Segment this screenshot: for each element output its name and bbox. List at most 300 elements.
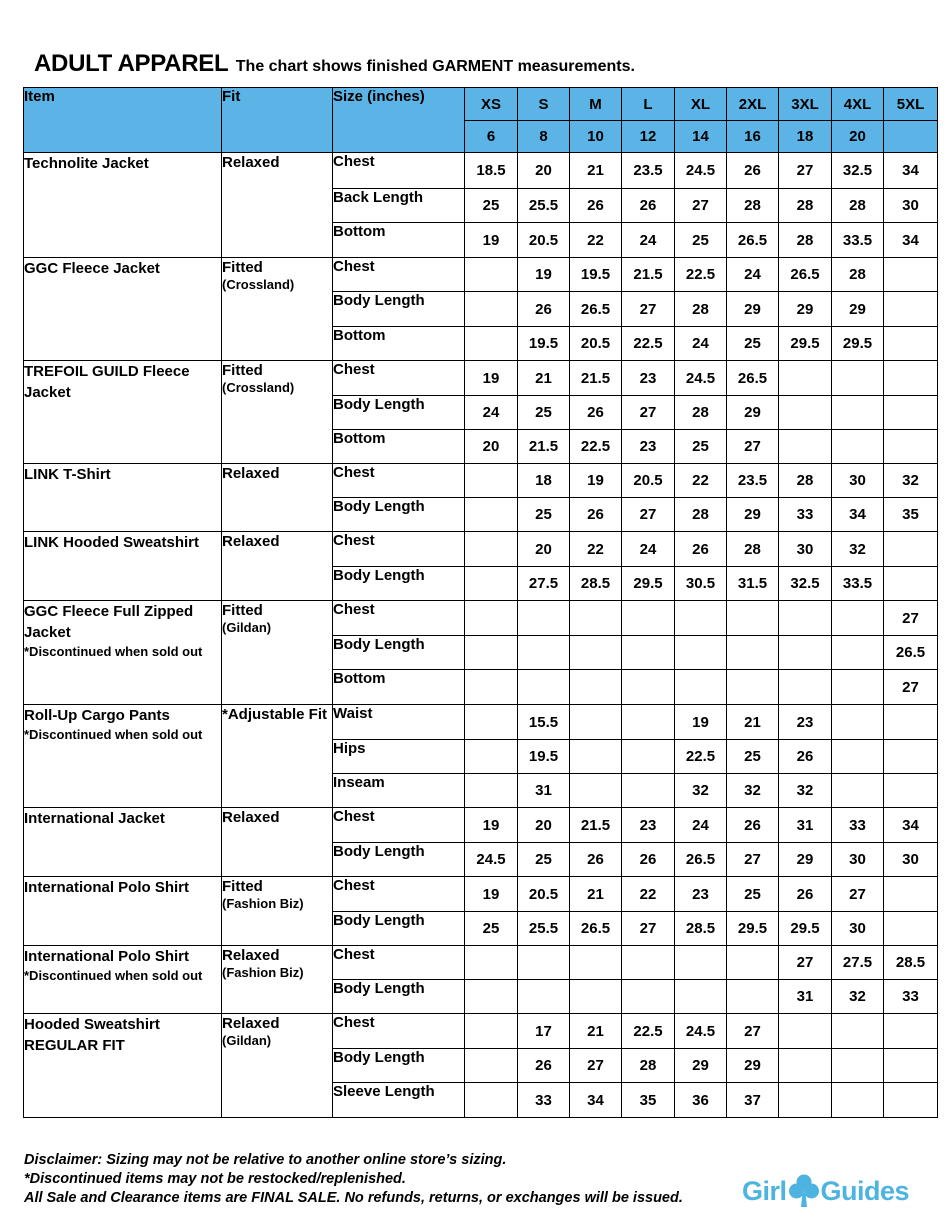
measurement-value: 25	[465, 189, 518, 223]
measurement-value: 23	[675, 877, 727, 912]
measurement-value: 33	[832, 808, 884, 843]
measurement-label: Hips	[333, 740, 465, 774]
measurement-value: 25	[727, 327, 779, 361]
measurement-value	[884, 1083, 938, 1118]
measurement-value: 26	[675, 532, 727, 567]
measurement-value: 26	[570, 396, 622, 430]
numeric-size-header: 18	[779, 121, 832, 153]
numeric-size-header: 20	[832, 121, 884, 153]
item-cell	[24, 258, 222, 361]
measurement-value: 22	[570, 223, 622, 258]
measurement-value: 25	[727, 740, 779, 774]
measurement-label: Sleeve Length	[333, 1083, 465, 1118]
item-name: LINK T-Shirt	[24, 466, 111, 483]
measurement-value	[622, 670, 675, 705]
size-header-l: L	[622, 88, 675, 121]
fit-type: Relaxed	[222, 465, 280, 482]
measurement-value: 24	[622, 223, 675, 258]
measurement-value: 28	[779, 223, 832, 258]
measurement-value	[465, 498, 518, 532]
measurement-value: 26.5	[779, 258, 832, 292]
measurement-label: Body Length	[333, 980, 465, 1014]
page-title	[34, 50, 635, 78]
measurement-value: 28	[779, 189, 832, 223]
measurement-value: 32.5	[832, 153, 884, 189]
measurement-value	[675, 601, 727, 636]
measurement-value	[518, 946, 570, 980]
measurement-value: 20	[518, 532, 570, 567]
measurement-value: 27	[675, 189, 727, 223]
fit-brand: (Gildan)	[222, 1033, 272, 1048]
item-cell	[24, 601, 222, 705]
measurement-value	[570, 740, 622, 774]
measurement-value: 21.5	[570, 808, 622, 843]
measurement-value	[779, 1083, 832, 1118]
measurement-value	[884, 292, 938, 327]
fit-type: Fitted	[222, 602, 263, 619]
numeric-size-header	[884, 121, 938, 153]
measurement-value: 34	[832, 498, 884, 532]
measurement-value: 26	[518, 292, 570, 327]
table-row	[24, 601, 938, 636]
measurement-value	[727, 980, 779, 1014]
disclaimer-block	[24, 1151, 683, 1208]
measurement-value	[465, 567, 518, 601]
measurement-value	[465, 740, 518, 774]
measurement-value	[779, 361, 832, 396]
fit-brand: (Crossland)	[222, 277, 295, 292]
measurement-value	[465, 532, 518, 567]
column-header-fit: Fit	[222, 88, 333, 153]
fit-type: Relaxed	[222, 809, 280, 826]
item-cell	[24, 877, 222, 946]
fit-cell	[222, 153, 333, 258]
measurement-value: 20.5	[518, 223, 570, 258]
fit-cell	[222, 877, 333, 946]
measurement-value: 31	[779, 808, 832, 843]
measurement-value	[622, 740, 675, 774]
measurement-value: 22	[675, 464, 727, 498]
measurement-value: 19	[675, 705, 727, 740]
measurement-label: Chest	[333, 532, 465, 567]
measurement-value: 20	[465, 430, 518, 464]
measurement-value: 26.5	[570, 292, 622, 327]
item-name: International Polo Shirt	[24, 879, 190, 896]
item-name: International Polo Shirt	[24, 948, 190, 965]
measurement-value: 17	[518, 1014, 570, 1049]
measurement-value: 27.5	[518, 567, 570, 601]
measurement-value: 23	[622, 808, 675, 843]
measurement-label: Inseam	[333, 774, 465, 808]
item-note: *Discontinued when sold out	[24, 727, 203, 742]
measurement-value: 23	[622, 430, 675, 464]
measurement-value: 27	[727, 843, 779, 877]
measurement-value	[465, 774, 518, 808]
measurement-value: 25.5	[518, 189, 570, 223]
measurement-value: 26	[779, 877, 832, 912]
measurement-value: 27	[622, 292, 675, 327]
fit-cell	[222, 361, 333, 464]
measurement-value: 26	[727, 808, 779, 843]
measurement-value	[884, 912, 938, 946]
fit-brand: (Fashion Biz)	[222, 965, 304, 980]
measurement-value: 19	[465, 361, 518, 396]
measurement-value: 27	[884, 601, 938, 636]
table-row	[24, 464, 938, 498]
table-row	[24, 808, 938, 843]
size-header-5xl: 5XL	[884, 88, 938, 121]
measurement-value	[570, 670, 622, 705]
measurement-value	[832, 740, 884, 774]
measurement-value: 27	[727, 430, 779, 464]
measurement-value: 29.5	[727, 912, 779, 946]
measurement-value: 34	[570, 1083, 622, 1118]
column-header-size: Size (inches)	[333, 88, 465, 153]
measurement-value: 34	[884, 153, 938, 189]
measurement-label: Bottom	[333, 223, 465, 258]
measurement-value	[779, 396, 832, 430]
item-name: Roll-Up Cargo Pants	[24, 707, 170, 724]
measurement-value: 25	[465, 912, 518, 946]
measurement-value	[675, 670, 727, 705]
measurement-value: 32	[675, 774, 727, 808]
column-header-item: Item	[24, 88, 222, 153]
measurement-value: 27	[832, 877, 884, 912]
measurement-value: 19	[465, 808, 518, 843]
measurement-value: 27	[727, 1014, 779, 1049]
measurement-value: 29	[727, 498, 779, 532]
measurement-value: 22.5	[622, 1014, 675, 1049]
measurement-value	[465, 464, 518, 498]
measurement-value	[832, 361, 884, 396]
measurement-value: 27	[570, 1049, 622, 1083]
measurement-value: 20.5	[518, 877, 570, 912]
measurement-value: 20.5	[622, 464, 675, 498]
size-header-2xl: 2XL	[727, 88, 779, 121]
measurement-value: 25	[518, 396, 570, 430]
measurement-value: 24.5	[465, 843, 518, 877]
measurement-value	[832, 670, 884, 705]
measurement-value	[779, 636, 832, 670]
measurement-value	[832, 1014, 884, 1049]
measurement-value	[518, 636, 570, 670]
fit-brand: (Crossland)	[222, 380, 295, 395]
measurement-value	[884, 1014, 938, 1049]
measurement-value: 26	[779, 740, 832, 774]
table-row	[24, 705, 938, 740]
table-row	[24, 361, 938, 396]
measurement-value: 28	[727, 532, 779, 567]
measurement-value: 30	[832, 843, 884, 877]
measurement-value: 26.5	[675, 843, 727, 877]
measurement-value	[518, 980, 570, 1014]
measurement-value: 35	[622, 1083, 675, 1118]
measurement-value	[465, 636, 518, 670]
measurement-value: 27	[779, 153, 832, 189]
measurement-label: Bottom	[333, 430, 465, 464]
measurement-value	[832, 396, 884, 430]
numeric-size-header: 10	[570, 121, 622, 153]
table-row	[24, 153, 938, 189]
measurement-value: 33.5	[832, 223, 884, 258]
measurement-value: 28	[779, 464, 832, 498]
fit-type: Relaxed	[222, 947, 280, 964]
measurement-value: 22	[570, 532, 622, 567]
measurement-value	[465, 1083, 518, 1118]
measurement-value: 32	[832, 532, 884, 567]
measurement-value: 28	[832, 258, 884, 292]
measurement-value	[832, 636, 884, 670]
measurement-value: 24.5	[675, 361, 727, 396]
measurement-value	[884, 774, 938, 808]
measurement-value	[832, 705, 884, 740]
measurement-value: 30	[884, 843, 938, 877]
measurement-value: 25.5	[518, 912, 570, 946]
measurement-value: 37	[727, 1083, 779, 1118]
measurement-value	[465, 1014, 518, 1049]
measurement-value: 22.5	[622, 327, 675, 361]
measurement-value: 26.5	[884, 636, 938, 670]
measurement-value: 21	[727, 705, 779, 740]
logo-word-girl: Girl	[742, 1175, 787, 1206]
measurement-value: 24	[675, 808, 727, 843]
girl-guides-logo	[742, 1173, 909, 1213]
measurement-value: 32	[884, 464, 938, 498]
measurement-value	[727, 946, 779, 980]
size-header-xs: XS	[465, 88, 518, 121]
measurement-value	[884, 567, 938, 601]
measurement-value	[832, 430, 884, 464]
measurement-value: 21	[518, 361, 570, 396]
measurement-value: 32	[832, 980, 884, 1014]
measurement-value	[570, 636, 622, 670]
fit-brand: (Gildan)	[222, 620, 272, 635]
measurement-value	[832, 1049, 884, 1083]
measurement-value: 27	[622, 498, 675, 532]
size-chart-table	[23, 87, 938, 1118]
measurement-value	[518, 601, 570, 636]
measurement-label: Bottom	[333, 327, 465, 361]
measurement-value	[465, 258, 518, 292]
measurement-value: 20	[518, 808, 570, 843]
measurement-value	[570, 705, 622, 740]
measurement-label: Body Length	[333, 567, 465, 601]
measurement-value	[570, 774, 622, 808]
measurement-value: 21	[570, 153, 622, 189]
measurement-value	[779, 601, 832, 636]
title-text: ADULT APPAREL	[34, 50, 229, 77]
measurement-value	[465, 705, 518, 740]
measurement-value: 29	[727, 396, 779, 430]
measurement-value: 29.5	[622, 567, 675, 601]
measurement-value	[675, 946, 727, 980]
measurement-value	[884, 258, 938, 292]
item-name: GGC Fleece Full Zipped Jacket	[24, 603, 194, 641]
measurement-value	[622, 601, 675, 636]
table-row	[24, 1014, 938, 1049]
item-note: *Discontinued when sold out	[24, 644, 203, 659]
measurement-value	[465, 670, 518, 705]
measurement-value	[779, 430, 832, 464]
measurement-value: 29	[779, 843, 832, 877]
measurement-value	[570, 601, 622, 636]
measurement-value: 25	[518, 843, 570, 877]
numeric-size-header: 14	[675, 121, 727, 153]
measurement-value: 28	[832, 189, 884, 223]
measurement-value	[884, 705, 938, 740]
measurement-value: 25	[727, 877, 779, 912]
measurement-value: 25	[675, 430, 727, 464]
disclaimer-line: Disclaimer: Sizing may not be relative to another online store’s sizing.	[24, 1152, 507, 1168]
measurement-value: 30	[884, 189, 938, 223]
numeric-size-header: 8	[518, 121, 570, 153]
subtitle-text: The chart shows finished GARMENT measurements.	[235, 58, 635, 75]
item-cell	[24, 1014, 222, 1118]
fit-cell	[222, 808, 333, 877]
measurement-value: 19	[518, 258, 570, 292]
measurement-value: 26.5	[727, 223, 779, 258]
measurement-value: 19.5	[570, 258, 622, 292]
measurement-value: 28.5	[570, 567, 622, 601]
table-row	[24, 532, 938, 567]
item-note: *Discontinued when sold out	[24, 968, 203, 983]
measurement-value: 31.5	[727, 567, 779, 601]
measurement-value: 33	[779, 498, 832, 532]
measurement-label: Chest	[333, 153, 465, 189]
measurement-value	[779, 670, 832, 705]
measurement-value	[622, 705, 675, 740]
measurement-value: 21	[570, 1014, 622, 1049]
measurement-label: Chest	[333, 464, 465, 498]
measurement-value: 19.5	[518, 740, 570, 774]
measurement-label: Chest	[333, 877, 465, 912]
measurement-value	[884, 1049, 938, 1083]
measurement-value: 26.5	[727, 361, 779, 396]
measurement-value	[622, 980, 675, 1014]
measurement-value: 29	[727, 1049, 779, 1083]
measurement-value: 23.5	[622, 153, 675, 189]
measurement-value: 24	[675, 327, 727, 361]
measurement-value: 21.5	[518, 430, 570, 464]
measurement-value: 22.5	[675, 740, 727, 774]
table-header	[24, 88, 938, 153]
measurement-value	[832, 774, 884, 808]
measurement-value	[884, 532, 938, 567]
measurement-value: 29	[832, 292, 884, 327]
measurement-value: 23.5	[727, 464, 779, 498]
measurement-value	[884, 327, 938, 361]
measurement-value	[518, 670, 570, 705]
fit-type: Relaxed	[222, 154, 280, 171]
measurement-label: Body Length	[333, 396, 465, 430]
item-cell	[24, 532, 222, 601]
measurement-value: 19	[465, 223, 518, 258]
measurement-value: 32	[727, 774, 779, 808]
measurement-value: 26	[622, 189, 675, 223]
measurement-value: 18.5	[465, 153, 518, 189]
discontinued-note: *Discontinued items may not be restocked/replenished.	[24, 1171, 406, 1187]
fit-cell	[222, 601, 333, 705]
table-row	[24, 258, 938, 292]
measurement-label: Chest	[333, 258, 465, 292]
measurement-value: 27	[779, 946, 832, 980]
measurement-label: Body Length	[333, 498, 465, 532]
measurement-value	[884, 361, 938, 396]
measurement-value: 25	[675, 223, 727, 258]
measurement-value: 27	[622, 396, 675, 430]
numeric-size-header: 6	[465, 121, 518, 153]
measurement-value: 29	[779, 292, 832, 327]
measurement-value: 26.5	[570, 912, 622, 946]
measurement-label: Chest	[333, 601, 465, 636]
measurement-value	[622, 946, 675, 980]
size-header-xl: XL	[675, 88, 727, 121]
measurement-label: Body Length	[333, 1049, 465, 1083]
measurement-value: 27	[622, 912, 675, 946]
measurement-value: 18	[518, 464, 570, 498]
measurement-label: Back Length	[333, 189, 465, 223]
measurement-value: 24	[727, 258, 779, 292]
item-cell	[24, 361, 222, 464]
measurement-label: Chest	[333, 808, 465, 843]
measurement-value: 33	[518, 1083, 570, 1118]
measurement-label: Bottom	[333, 670, 465, 705]
measurement-value	[570, 946, 622, 980]
item-cell	[24, 464, 222, 532]
fit-cell	[222, 464, 333, 532]
measurement-value: 29.5	[779, 912, 832, 946]
item-name: LINK Hooded Sweatshirt	[24, 534, 200, 551]
measurement-value: 22.5	[570, 430, 622, 464]
measurement-value: 34	[884, 808, 938, 843]
measurement-value: 28	[622, 1049, 675, 1083]
measurement-value: 29.5	[832, 327, 884, 361]
measurement-value: 19	[465, 877, 518, 912]
size-header-3xl: 3XL	[779, 88, 832, 121]
measurement-label: Chest	[333, 1014, 465, 1049]
measurement-value: 26	[570, 843, 622, 877]
measurement-value: 33.5	[832, 567, 884, 601]
measurement-value: 23	[779, 705, 832, 740]
item-cell	[24, 808, 222, 877]
item-name: GGC Fleece Jacket	[24, 260, 160, 277]
measurement-value: 31	[779, 980, 832, 1014]
measurement-value: 21.5	[622, 258, 675, 292]
fit-cell	[222, 532, 333, 601]
fit-type: Fitted	[222, 362, 263, 379]
measurement-value	[884, 740, 938, 774]
measurement-value: 28	[675, 498, 727, 532]
measurement-value: 21	[570, 877, 622, 912]
measurement-value: 19	[570, 464, 622, 498]
measurement-value: 20.5	[570, 327, 622, 361]
measurement-value	[465, 946, 518, 980]
measurement-value: 26	[570, 189, 622, 223]
measurement-value: 20	[518, 153, 570, 189]
fit-type: Fitted	[222, 878, 263, 895]
size-header-s: S	[518, 88, 570, 121]
measurement-value: 33	[884, 980, 938, 1014]
measurement-value: 28	[675, 396, 727, 430]
item-cell	[24, 946, 222, 1014]
measurement-value	[465, 327, 518, 361]
measurement-value: 30	[832, 912, 884, 946]
measurement-value: 31	[518, 774, 570, 808]
trefoil-icon	[788, 1173, 820, 1209]
measurement-value: 29.5	[779, 327, 832, 361]
measurement-value: 29	[727, 292, 779, 327]
measurement-value	[727, 601, 779, 636]
